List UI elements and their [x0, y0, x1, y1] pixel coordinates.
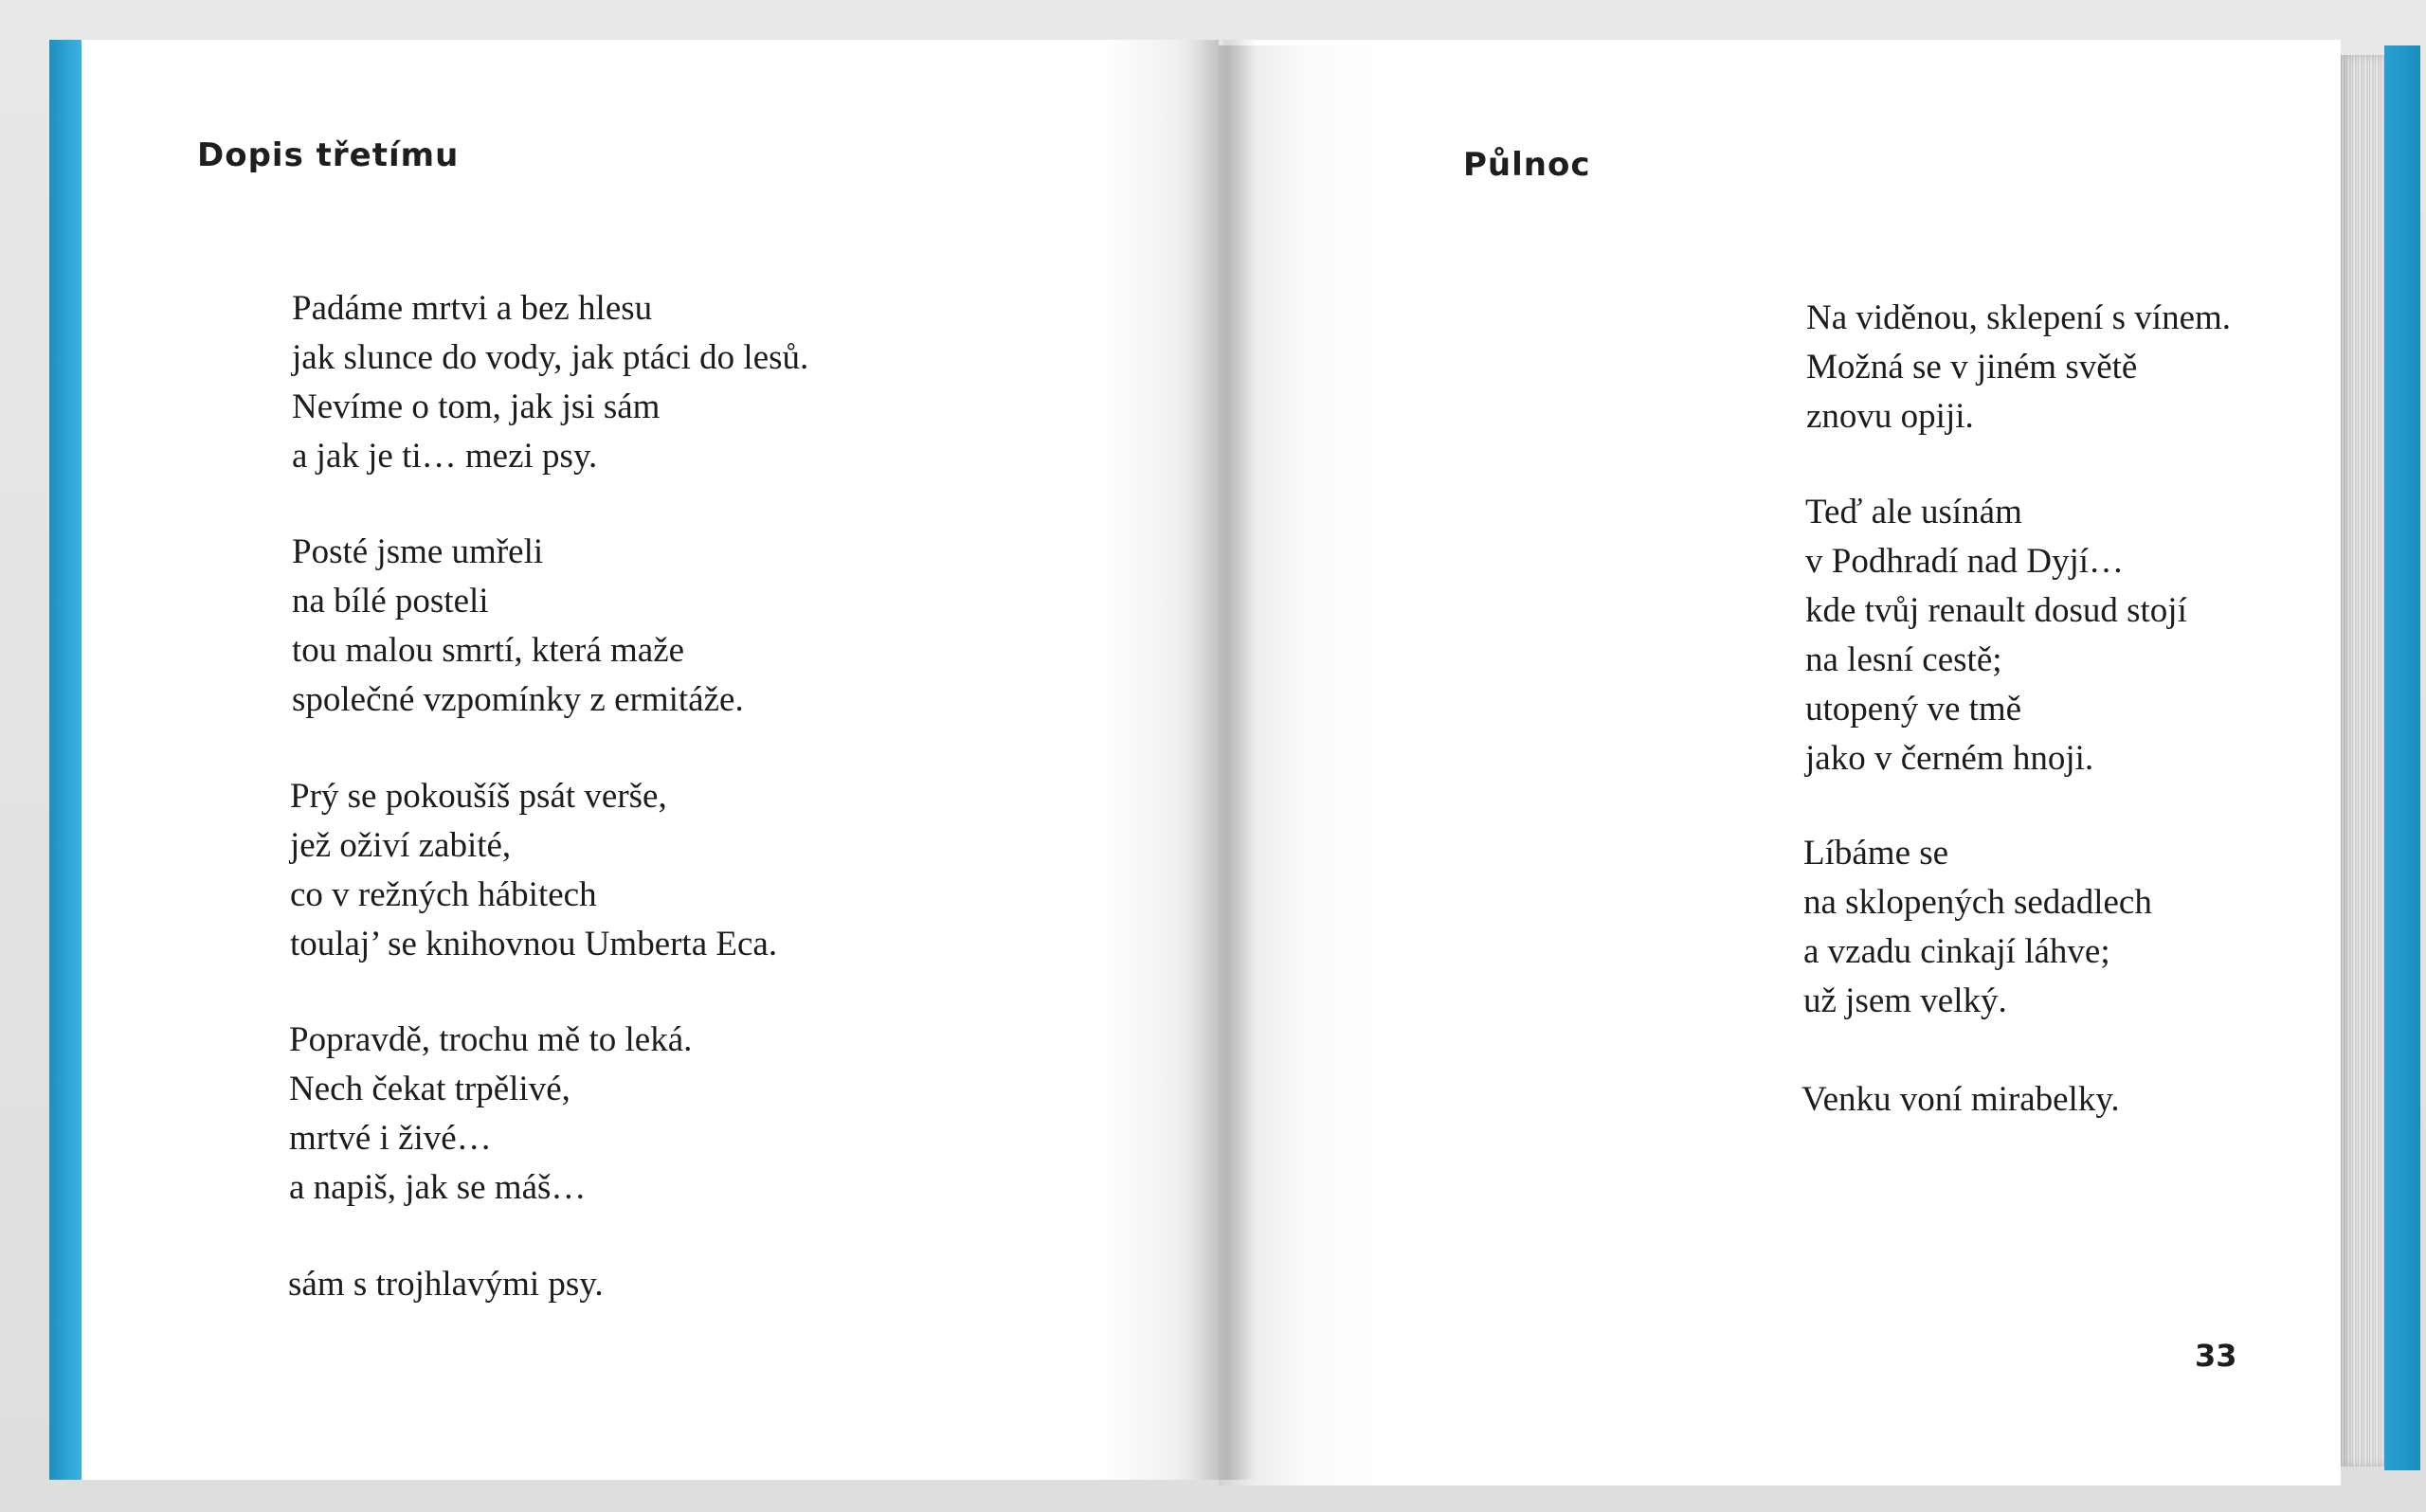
poem-line: Popravdě, trochu mě to leká.: [289, 1020, 693, 1059]
poem-line: Líbáme se: [1803, 834, 1949, 873]
poem-title-right: Půlnoc: [1463, 146, 1591, 184]
poem-line: Teď ale usínám: [1805, 493, 2022, 531]
poem-line: toulaj’ se knihovnou Umberta Eca.: [290, 925, 778, 963]
poem-line: a napiš, jak se máš…: [289, 1168, 587, 1207]
poem-line: mrtvé i živé…: [289, 1119, 492, 1158]
page-edges-stack: [2341, 55, 2384, 1467]
stanza-left-2: [292, 528, 744, 725]
stanza-left-4: [289, 1016, 692, 1213]
poem-title-left: Dopis třetímu: [197, 136, 460, 174]
poem-line: kde tvůj renault dosud stojí: [1805, 591, 2187, 630]
book-spread: [81, 40, 2341, 1480]
page-number: 33: [2195, 1338, 2237, 1374]
stanza-right-3: [1803, 829, 2152, 1026]
poem-line: a vzadu cinkají láhve;: [1803, 932, 2110, 971]
right-page: [1219, 45, 2341, 1485]
poem-line: na sklopených sedadlech: [1803, 883, 2152, 922]
poem-line: Padáme mrtvi a bez hlesu: [292, 289, 653, 328]
poem-line: znovu opiji.: [1806, 397, 1974, 436]
left-page: [81, 40, 1219, 1480]
poem-line: Posté jsme umřeli: [292, 532, 544, 571]
stanza-left-1: [292, 284, 808, 481]
poem-line: společné vzpomínky z ermitáže.: [292, 680, 744, 719]
poem-line: jak slunce do vody, jak ptáci do lesů.: [292, 338, 809, 377]
book-gutter-shadow: [1190, 40, 1257, 1480]
stanza-right-4: [1801, 1075, 2120, 1125]
poem-line: sám s trojhlavými psy.: [288, 1265, 604, 1304]
poem-line: a jak je ti… mezi psy.: [292, 437, 598, 476]
poem-line: Na viděnou, sklepení s vínem.: [1806, 298, 2232, 337]
stanza-left-5: [288, 1260, 604, 1309]
stanza-right-1: [1806, 294, 2231, 441]
poem-line: Nech čekat trpělivé,: [289, 1070, 570, 1108]
book-cover-left-edge: [49, 40, 81, 1480]
poem-line: už jsem velký.: [1803, 981, 2007, 1020]
poem-line: co v režných hábitech: [290, 875, 597, 914]
stanza-left-3: [290, 772, 777, 969]
poem-line: jež oživí zabité,: [290, 826, 512, 865]
book-cover-right-edge: [2384, 45, 2420, 1470]
poem-line: v Podhradí nad Dyjí…: [1805, 542, 2125, 581]
poem-line: na bílé posteli: [292, 582, 489, 621]
poem-line: Možná se v jiném světě: [1806, 348, 2138, 387]
stanza-right-2: [1805, 488, 2187, 783]
poem-line: Venku voní mirabelky.: [1801, 1080, 2120, 1119]
poem-line: na lesní cestě;: [1805, 640, 2002, 679]
poem-line: jako v černém hnoji.: [1805, 739, 2094, 778]
poem-line: utopený ve tmě: [1805, 690, 2022, 729]
poem-line: Prý se pokoušíš psát verše,: [290, 777, 667, 816]
poem-line: Nevíme o tom, jak jsi sám: [292, 387, 661, 426]
poem-line: tou malou smrtí, která maže: [292, 631, 685, 670]
